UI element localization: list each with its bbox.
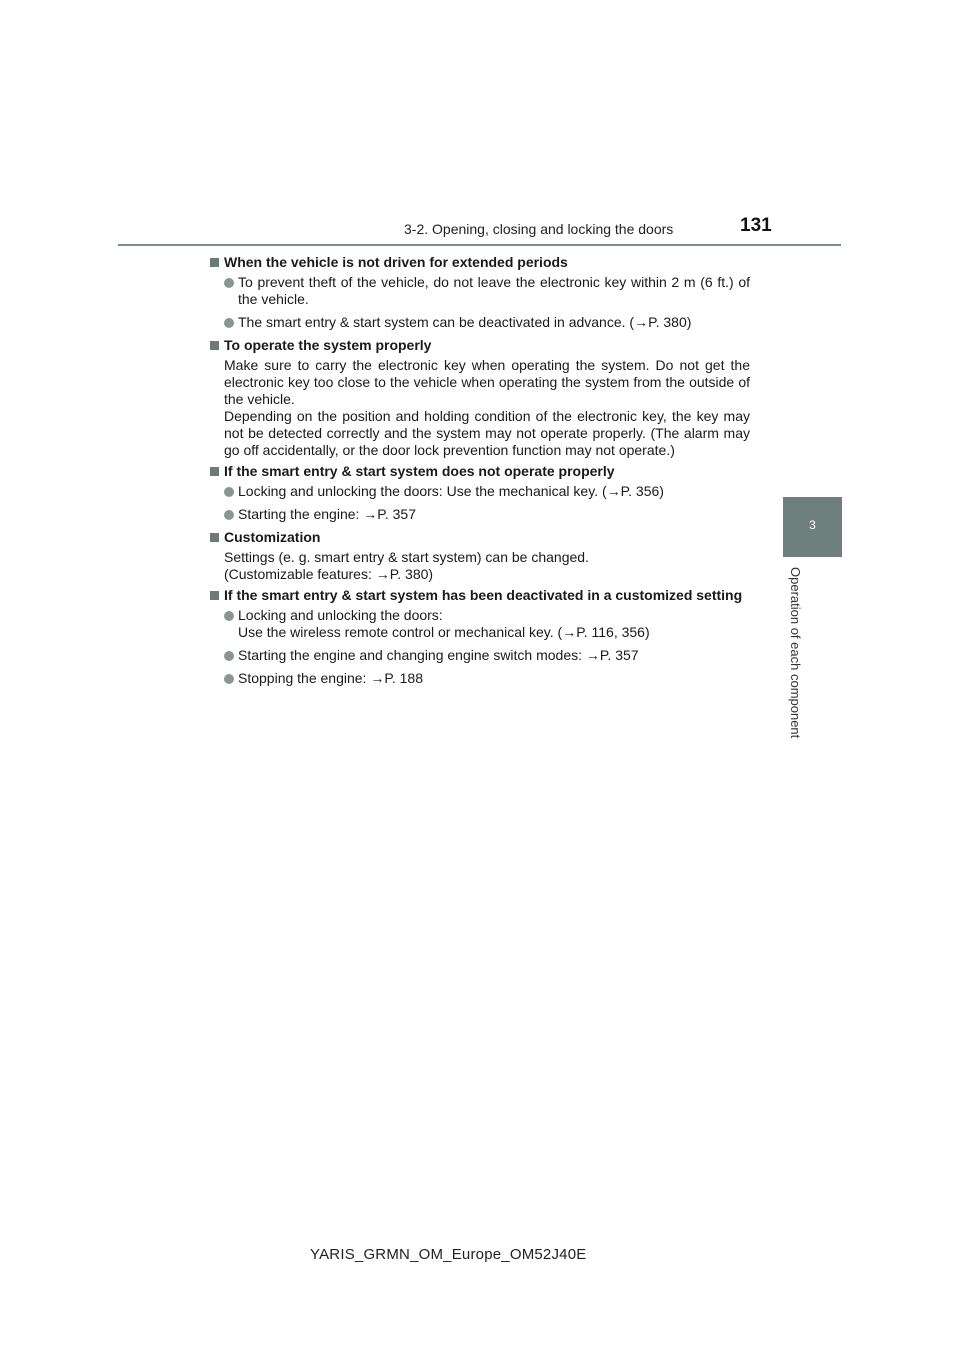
bullet-item: Locking and unlocking the doors: Use the wireless remote control or mechanical key. (→P. 116, 356): [210, 607, 750, 641]
round-bullet-icon: [224, 487, 234, 497]
page-content: [210, 254, 750, 693]
round-bullet-icon: [224, 611, 234, 621]
section-heading: To operate the system properly: [210, 337, 750, 354]
page-number: 131: [740, 215, 772, 236]
section-title: 3-2. Opening, closing and locking the doors: [404, 221, 674, 237]
bullet-item: Starting the engine: →P. 357: [210, 506, 750, 523]
square-bullet-icon: [210, 533, 219, 542]
round-bullet-icon: [224, 674, 234, 684]
section-heading: If the smart entry & start system does not operate properly: [210, 463, 750, 480]
info-section: [210, 587, 750, 687]
header-rule: [118, 244, 841, 246]
info-section: [210, 254, 750, 331]
info-section: [210, 529, 750, 583]
chapter-label: Operation of each component: [788, 567, 803, 739]
bullet-item: The smart entry & start system can be deactivated in advance. (→P. 380): [210, 314, 750, 331]
section-heading: When the vehicle is not driven for extended periods: [210, 254, 750, 271]
square-bullet-icon: [210, 341, 219, 350]
section-heading: If the smart entry & start system has been deactivated in a customized setting: [210, 587, 750, 604]
round-bullet-icon: [224, 510, 234, 520]
round-bullet-icon: [224, 278, 234, 288]
section-paragraph: Make sure to carry the electronic key when operating the system. Do not get the electronic key too close to the vehicle when operating the system from the outside of the vehicle. Depending on the position and holding condition of the electronic key, the key may not be detected correctly and the system may not operate properly. (The alarm may go off accidentally, or the door lock prevention function may not operate.): [224, 357, 750, 458]
round-bullet-icon: [224, 318, 234, 328]
document-footer: YARIS_GRMN_OM_Europe_OM52J40E: [310, 1246, 587, 1263]
square-bullet-icon: [210, 591, 219, 600]
section-heading: Customization: [210, 529, 750, 546]
chapter-tab: [783, 497, 842, 557]
chapter-number: 3: [809, 518, 816, 532]
round-bullet-icon: [224, 651, 234, 661]
info-section: [210, 337, 750, 459]
section-paragraph: Settings (e. g. smart entry & start system) can be changed. (Customizable features: →P. 380): [224, 549, 589, 582]
bullet-item: To prevent theft of the vehicle, do not leave the electronic key within 2 m (6 ft.) of the vehicle.: [210, 274, 750, 308]
bullet-item: Locking and unlocking the doors: Use the mechanical key. (→P. 356): [210, 483, 750, 500]
bullet-item: Stopping the engine: →P. 188: [210, 670, 750, 687]
square-bullet-icon: [210, 258, 219, 267]
bullet-item: Starting the engine and changing engine switch modes: →P. 357: [210, 647, 750, 664]
info-section: [210, 463, 750, 523]
square-bullet-icon: [210, 467, 219, 476]
